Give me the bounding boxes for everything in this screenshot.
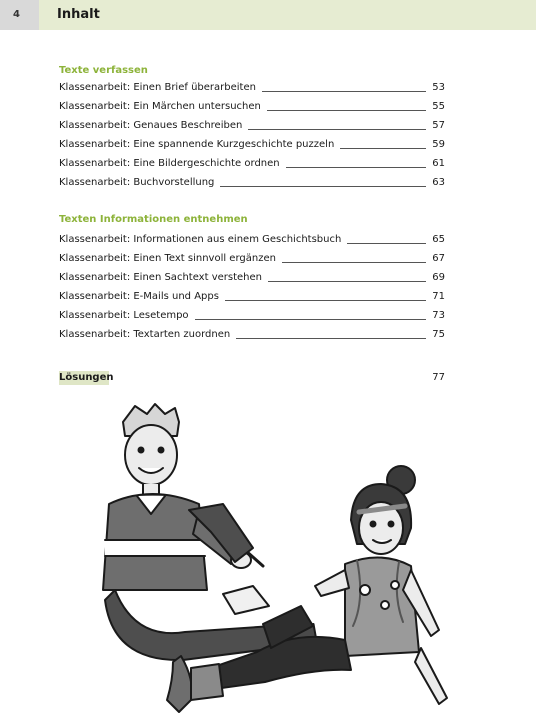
toc-leader-line <box>195 319 427 320</box>
toc-entry-page: 65 <box>432 234 445 245</box>
toc-entry-title: Klassenarbeit: Eine Bildergeschichte ordnen <box>59 158 280 169</box>
toc-entry[interactable] <box>59 100 445 114</box>
toc-entry-page: 57 <box>432 120 445 131</box>
toc-entry[interactable] <box>59 138 445 152</box>
solutions-page-number: 77 <box>432 372 445 383</box>
toc-leader-line <box>262 91 426 92</box>
boy-face-icon <box>125 425 177 485</box>
toc-leader-line <box>347 243 426 244</box>
toc-entry-page: 73 <box>432 310 445 321</box>
toc-entry-title: Klassenarbeit: Buchvorstellung <box>59 177 215 188</box>
toc-entry[interactable] <box>59 271 445 285</box>
page-number: 4 <box>13 9 20 20</box>
toc-entry-title: Klassenarbeit: Einen Brief überarbeiten <box>59 82 256 93</box>
page-number-box <box>0 0 39 30</box>
toc-entry-page: 61 <box>432 158 445 169</box>
toc-entry-title: Klassenarbeit: Genaues Beschreiben <box>59 120 243 131</box>
toc-entry-title: Klassenarbeit: Einen Text sinnvoll ergänzen <box>59 253 276 264</box>
girl-shoe-icon <box>191 664 223 700</box>
toc-leader-line <box>248 129 426 130</box>
toc-entry-page: 59 <box>432 139 445 150</box>
toc-entry-page: 53 <box>432 82 445 93</box>
toc-leader-line <box>267 110 426 111</box>
toc-entry-page: 75 <box>432 329 445 340</box>
toc-entry-page: 71 <box>432 291 445 302</box>
toc-leader-line <box>225 300 426 301</box>
section-title-texte-verfassen: Texte verfassen <box>59 65 148 76</box>
toc-leader-line <box>236 338 426 339</box>
toc-entry[interactable] <box>59 176 445 190</box>
toc-entry-page: 67 <box>432 253 445 264</box>
toc-leader-line <box>220 186 426 187</box>
toc-entry-title: Klassenarbeit: Ein Märchen untersuchen <box>59 101 261 112</box>
toc-entry-title: Klassenarbeit: Textarten zuordnen <box>59 329 231 340</box>
toc-entry-page: 63 <box>432 177 445 188</box>
toc-entry-page: 55 <box>432 101 445 112</box>
toc-entry[interactable] <box>59 81 445 95</box>
toc-entry-title: Klassenarbeit: Einen Sachtext verstehen <box>59 272 262 283</box>
page-title: Inhalt <box>57 7 100 22</box>
page-header <box>0 0 536 30</box>
toc-leader-line <box>268 281 426 282</box>
toc-entry[interactable] <box>59 328 445 342</box>
toc-entry[interactable] <box>59 252 445 266</box>
toc-leader-line <box>340 148 426 149</box>
toc-entry-title: Klassenarbeit: Informationen aus einem Geschichtsbuch <box>59 234 342 245</box>
toc-entry[interactable] <box>59 290 445 304</box>
toc-entry[interactable] <box>59 309 445 323</box>
toc-entry-page: 69 <box>432 272 445 283</box>
toc-entry[interactable] <box>59 233 445 247</box>
toc-entry[interactable] <box>59 157 445 171</box>
toc-entry-title: Klassenarbeit: E-Mails und Apps <box>59 291 219 302</box>
solutions-link[interactable]: Lösungen <box>59 372 114 383</box>
toc-leader-line <box>282 262 426 263</box>
two-students-sitting-illustration <box>95 400 475 718</box>
toc-entry[interactable] <box>59 119 445 133</box>
toc-entry-title: Klassenarbeit: Lesetempo <box>59 310 189 321</box>
toc-entry-title: Klassenarbeit: Eine spannende Kurzgeschichte puzzeln <box>59 139 335 150</box>
boy-shoe-icon <box>167 656 192 712</box>
toc-leader-line <box>286 167 427 168</box>
section-title-texten-informationen-entnehmen: Texten Informationen entnehmen <box>59 214 248 225</box>
